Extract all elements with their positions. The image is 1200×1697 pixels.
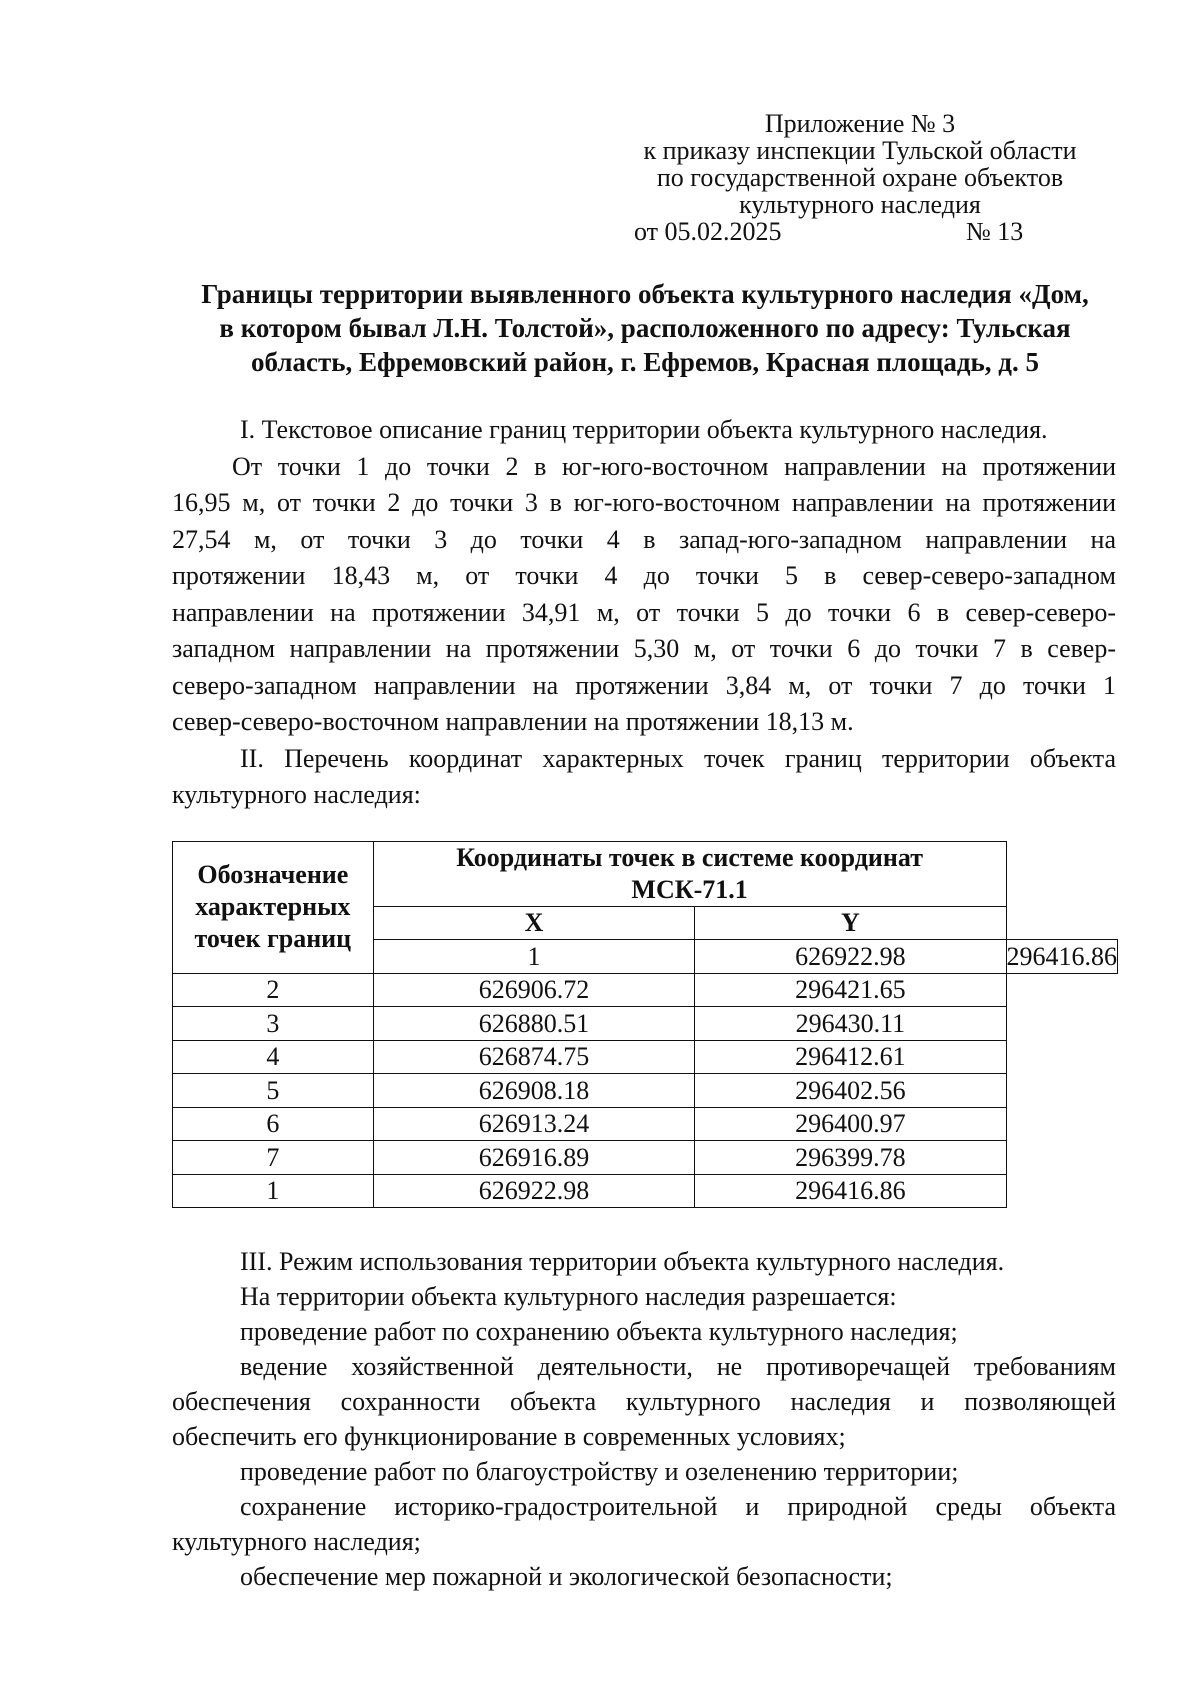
appendix-title: Приложение № 3 bbox=[764, 109, 956, 138]
cell-y: 296412.61 bbox=[695, 1040, 1006, 1074]
cell-x: 626880.51 bbox=[373, 1007, 695, 1041]
table-row bbox=[173, 1141, 1118, 1175]
cell-x: 626922.98 bbox=[373, 1174, 695, 1208]
table-header-row bbox=[173, 842, 1118, 907]
table-row bbox=[173, 1107, 1118, 1141]
appendix-header bbox=[600, 110, 1120, 218]
header-text: МСК-71.1 bbox=[631, 875, 748, 904]
cell-point: 3 bbox=[173, 1007, 374, 1041]
order-date: от 05.02.2025 bbox=[634, 217, 782, 246]
table-row bbox=[173, 1174, 1118, 1208]
coordinates-table bbox=[172, 841, 1118, 1208]
header-y: Y bbox=[695, 907, 1006, 940]
cell-y: 296402.56 bbox=[695, 1074, 1006, 1108]
cell-y: 296421.65 bbox=[695, 973, 1006, 1007]
cell-x: 626908.18 bbox=[373, 1074, 695, 1108]
header-coordinate-system bbox=[373, 842, 1006, 907]
list-item: проведение работ по сохранению объекта культурного наследия; bbox=[240, 1317, 958, 1346]
order-number: № 13 bbox=[966, 217, 1024, 246]
section-3-text bbox=[172, 1244, 1116, 1594]
cell-point: 7 bbox=[173, 1141, 374, 1175]
title-line: область, Ефремовский район, г. Ефремов, Красная площадь, д. 5 bbox=[251, 347, 1039, 377]
list-item-cont: обеспечить его функционирование в современных условиях; bbox=[172, 1422, 846, 1451]
section-2-heading-cont: культурного наследия: bbox=[172, 780, 421, 809]
table-row bbox=[173, 1007, 1118, 1041]
cell-x: 626874.75 bbox=[373, 1040, 695, 1074]
appendix-order-reference: культурного наследия bbox=[739, 190, 981, 219]
paragraph-line: западном направлении на протяжении 5,30 м, от точки 6 до точки 7 в север- bbox=[172, 634, 1116, 663]
header-text: характерных bbox=[195, 892, 351, 922]
section-2-heading: II. Перечень координат характерных точек границ территории объекта bbox=[240, 743, 1116, 773]
table-row bbox=[173, 1074, 1118, 1108]
section-1-text bbox=[172, 412, 1116, 814]
appendix-order-reference: к приказу инспекции Тульской области bbox=[643, 136, 1077, 165]
cell-point: 4 bbox=[173, 1040, 374, 1074]
title-line: Границы территории выявленного объекта культурного наследия «Дом, bbox=[201, 279, 1089, 309]
paragraph-line: северо-западном направлении на протяжении 3,84 м, от точки 7 до точки 1 bbox=[172, 670, 1116, 700]
paragraph-line: От точки 1 до точки 2 в юг-юго-восточном направлении на протяжении bbox=[232, 451, 1116, 481]
list-item: сохранение историко-градостроительной и природной среды объекта bbox=[240, 1492, 1116, 1521]
cell-x: 626922.98 bbox=[695, 940, 1006, 974]
list-item: ведение хозяйственной деятельности, не противоречащей требованиям bbox=[240, 1352, 1116, 1381]
cell-point: 1 bbox=[173, 1174, 374, 1208]
list-item: обеспечение мер пожарной и экологической безопасности; bbox=[240, 1562, 893, 1591]
section-3-heading: III. Режим использования территории объекта культурного наследия. bbox=[240, 1247, 1005, 1276]
appendix-order-reference: по государственной охране объектов bbox=[656, 163, 1064, 192]
list-item: проведение работ по благоустройству и озеленению территории; bbox=[240, 1457, 959, 1486]
cell-y: 296400.97 bbox=[695, 1107, 1006, 1141]
paragraph-line: 16,95 м, от точки 2 до точки 3 в юг-юго-восточном направлении на протяжении bbox=[172, 488, 1116, 517]
cell-y: 296430.11 bbox=[695, 1007, 1006, 1041]
title-line: в котором бывал Л.Н. Толстой», расположенного по адресу: Тульская bbox=[219, 313, 1071, 343]
cell-point: 6 bbox=[173, 1107, 374, 1141]
paragraph-line: 27,54 м, от точки 3 до точки 4 в запад-юго-западном направлении на bbox=[172, 524, 1116, 554]
cell-x: 626916.89 bbox=[373, 1141, 695, 1175]
cell-point: 2 bbox=[173, 973, 374, 1007]
list-item-cont: обеспечения сохранности объекта культурного наследия и позволяющей bbox=[172, 1387, 1116, 1416]
cell-point: 1 bbox=[373, 940, 695, 974]
header-point-designation bbox=[173, 842, 374, 974]
cell-y: 296399.78 bbox=[695, 1141, 1006, 1175]
header-x: X bbox=[373, 907, 695, 940]
paragraph-line: север-северо-восточном направлении на протяжении 18,13 м. bbox=[172, 707, 854, 736]
cell-point: 5 bbox=[173, 1074, 374, 1108]
document-title bbox=[170, 277, 1120, 379]
cell-y: 296416.86 bbox=[1006, 940, 1118, 974]
list-item-cont: культурного наследия; bbox=[172, 1527, 421, 1556]
paragraph-line: протяжении 18,43 м, от точки 4 до точки 5 в север-северо-западном bbox=[172, 561, 1116, 590]
paragraph-line: направлении на протяжении 34,91 м, от точки 5 до точки 6 в север-северо- bbox=[172, 597, 1116, 627]
table-row bbox=[173, 973, 1118, 1007]
cell-x: 626906.72 bbox=[373, 973, 695, 1007]
cell-y: 296416.86 bbox=[695, 1174, 1006, 1208]
section-1-heading: I. Текстовое описание границ территории объекта культурного наследия. bbox=[240, 415, 1048, 444]
section-3-intro: На территории объекта культурного наследия разрешается: bbox=[240, 1282, 897, 1311]
header-text: Координаты точек в системе координат bbox=[456, 843, 923, 872]
header-text: точек границ bbox=[194, 924, 352, 954]
cell-x: 626913.24 bbox=[373, 1107, 695, 1141]
table-row bbox=[173, 1040, 1118, 1074]
header-text: Обозначение bbox=[197, 860, 349, 890]
